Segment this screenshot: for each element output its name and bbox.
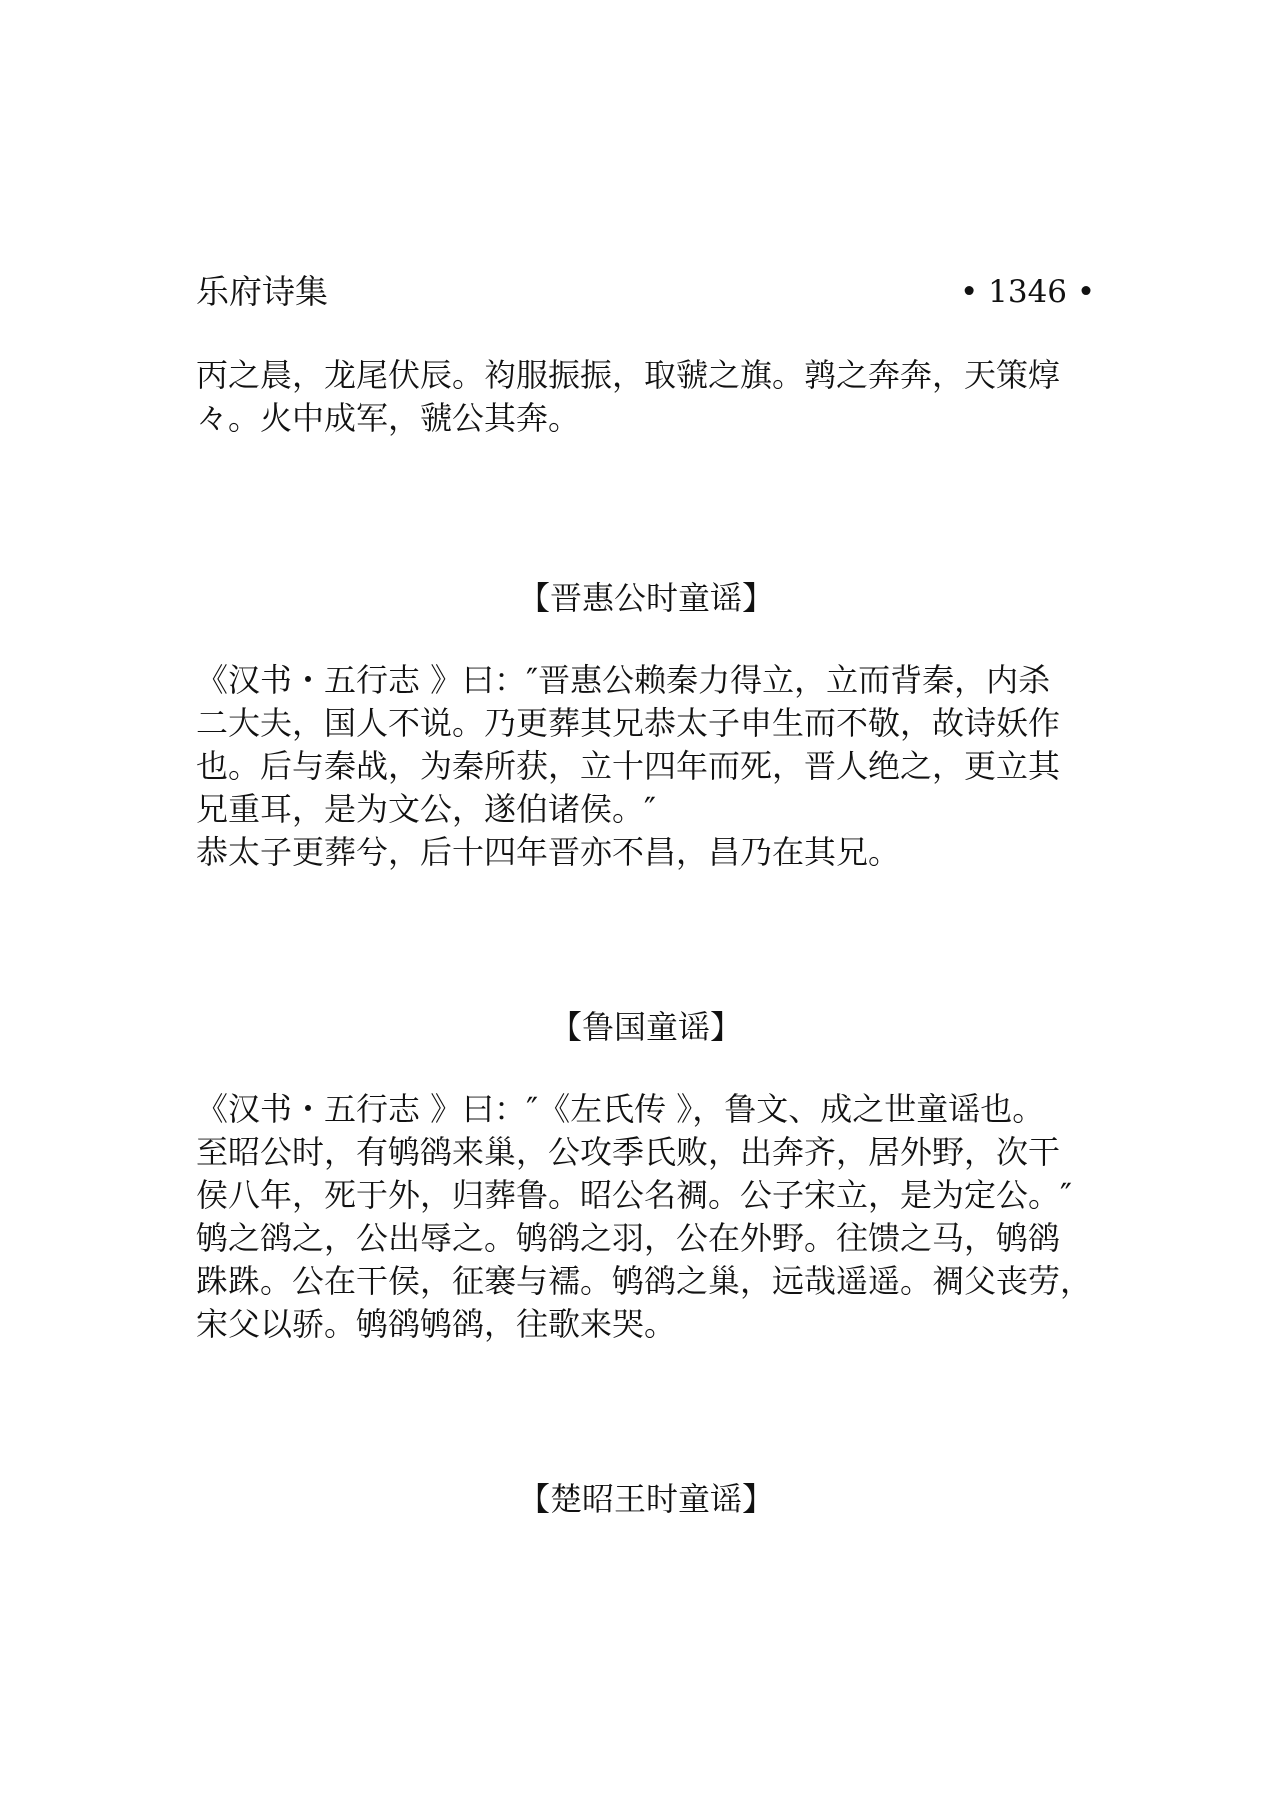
- running-header-title: 乐府诗集: [196, 272, 328, 311]
- section-title: 【楚昭王时童谣】: [517, 1480, 774, 1518]
- text-line: 《汉书・五行志 》曰：″晋惠公赖秦力得立，立而背秦，内杀: [196, 661, 1051, 699]
- text-line: 兄重耳，是为文公，遂伯诸侯。″: [196, 790, 656, 828]
- text-line: 恭太子更葬兮，后十四年晋亦不昌，昌乃在其兄。: [196, 833, 901, 871]
- text-line: 々。火中成军，虢公其奔。: [196, 399, 581, 437]
- text-line: 鸲之鹆之，公出辱之。鸲鹆之羽，公在外野。往馈之马，鸲鹆: [196, 1219, 1061, 1257]
- text-line: 二大夫，国人不说。乃更葬其兄恭太子申生而不敬，故诗妖作: [196, 704, 1061, 742]
- text-line: 至昭公时，有鸲鹆来巢，公攻季氏败，出奔齐，居外野，次干: [196, 1133, 1061, 1171]
- text-line: 也。后与秦战，为秦所获，立十四年而死，晋人绝之，更立其: [196, 747, 1061, 785]
- section-title: 【晋惠公时童谣】: [517, 579, 774, 617]
- text-line: 跦跦。公在干侯，征褰与襦。鸲鹆之巢，远哉遥遥。裯父丧劳，: [196, 1262, 1093, 1300]
- page-number: • 1346 •: [960, 274, 1096, 310]
- text-line: 宋父以骄。鸲鹆鸲鹆，往歌来哭。: [196, 1305, 677, 1343]
- section-body: [196, 659, 1116, 874]
- section-body: [196, 1088, 1116, 1346]
- section-title: 【鲁国童谣】: [549, 1008, 742, 1046]
- intro-paragraph: [196, 354, 1116, 440]
- text-line: 侯八年，死于外，归葬鲁。昭公名裯。公子宋立，是为定公。″: [196, 1176, 1072, 1214]
- text-line: 丙之晨，龙尾伏辰。袀服振振，取虢之旗。鹑之奔奔，天策焞: [196, 356, 1061, 394]
- text-line: 《汉书・五行志 》曰：″《左氏传 》，鲁文、成之世童谣也。: [196, 1090, 1045, 1128]
